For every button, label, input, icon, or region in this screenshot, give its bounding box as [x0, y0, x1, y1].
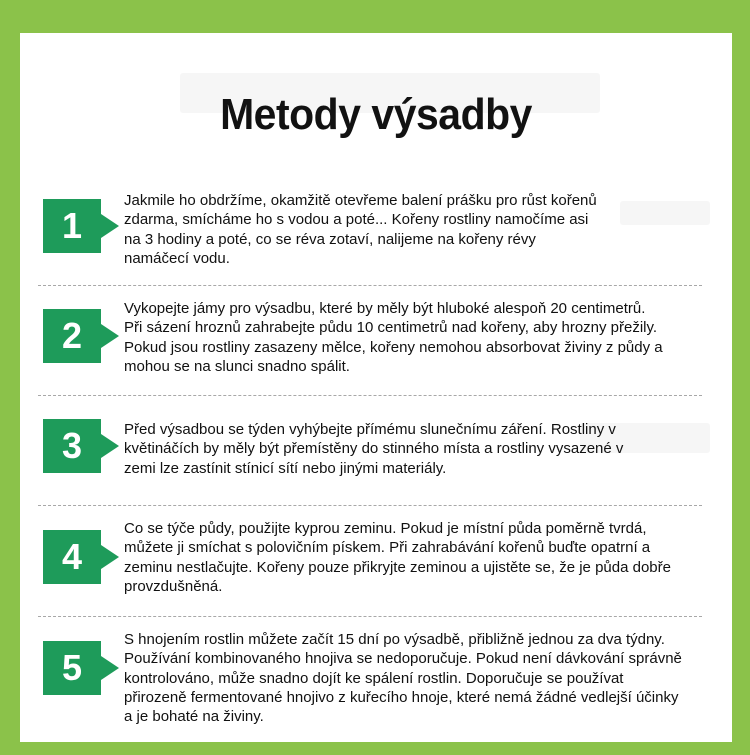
step-4-badge [43, 530, 125, 584]
step-5-text [124, 630, 714, 726]
divider [38, 505, 702, 506]
step-3-number: 3 [61, 425, 83, 466]
step-5-badge [43, 641, 125, 695]
divider [38, 395, 702, 396]
step-4-number: 4 [61, 536, 83, 577]
step-4-line: můžete ji smíchat s polovičním pískem. Při zahrabávání kořenů buďte opatrní a [124, 539, 651, 557]
step-3-badge [43, 419, 125, 473]
content-card [20, 33, 732, 742]
step-5-number: 5 [61, 647, 83, 688]
step-4-line: zeminu nestlačujte. Kořeny pouze přikryjte zeminou a ujistěte se, že je půda dobře [124, 558, 671, 576]
step-5-line: Používání kombinovaného hnojiva se nedoporučuje. Pokud není dávkování správně [124, 650, 682, 668]
step-5-line: přirozeně fermentované hnojivo z kuřecího hnoje, které nemá žádné vedlejší účinky [124, 688, 679, 706]
step-3-line: Před výsadbou se týden vyhýbejte přímému slunečnímu záření. Rostliny v [124, 421, 616, 438]
step-2-text [124, 299, 714, 376]
step-1-line: na 3 hodiny a poté, co se réva zotaví, nalijeme na kořeny révy [124, 230, 536, 248]
step-1-line: namáčecí vodu. [124, 249, 230, 267]
step-2-number: 2 [61, 315, 83, 356]
step-3-line: květináčích by měly být přemístěny do stinného místa a rostliny vysazené v [124, 440, 624, 458]
step-1-badge [43, 199, 125, 253]
page-title: Metody výsadby [220, 90, 532, 139]
step-5-line: kontrolováno, může snadno dojít ke spálení rostlin. Doporučuje se používat [124, 669, 624, 687]
divider [38, 616, 702, 617]
step-4-line: provzdušněná. [124, 577, 223, 595]
step-3-line: zemi lze zastínit stínicí sítí nebo jinými materiály. [124, 459, 447, 477]
step-1-line: Jakmile ho obdržíme, okamžitě otevřeme balení prášku pro růst kořenů [124, 192, 597, 209]
step-3-text [124, 420, 714, 478]
step-5-line: S hnojením rostlin můžete začít 15 dní po výsadbě, přibližně jednou za dva týdny. [124, 631, 665, 648]
divider [38, 285, 702, 286]
step-4-line: Co se týče půdy, použijte kyprou zeminu. Pokud je místní půda poměrně tvrdá, [124, 520, 647, 537]
step-2-line: Vykopejte jámy pro výsadbu, které by měly být hluboké alespoň 20 centimetrů. [124, 300, 646, 317]
step-2-line: mohou se na slunci snadno spálit. [124, 357, 350, 375]
step-1-text [124, 191, 714, 268]
step-2-badge [43, 309, 125, 363]
step-4-text [124, 519, 714, 596]
step-1-number: 1 [61, 205, 83, 246]
step-1-line: zdarma, smícháme ho s vodou a poté... Kořeny rostliny namočíme asi [124, 211, 589, 229]
step-2-line: Pokud jsou rostliny zasazeny mělce, kořeny nemohou absorbovat živiny z půdy a [124, 338, 663, 356]
step-5-line: a je bohaté na živiny. [124, 708, 264, 726]
step-2-line: Při sázení hroznů zahrabejte půdu 10 centimetrů nad kořeny, aby hrozny přežily. [124, 319, 658, 337]
